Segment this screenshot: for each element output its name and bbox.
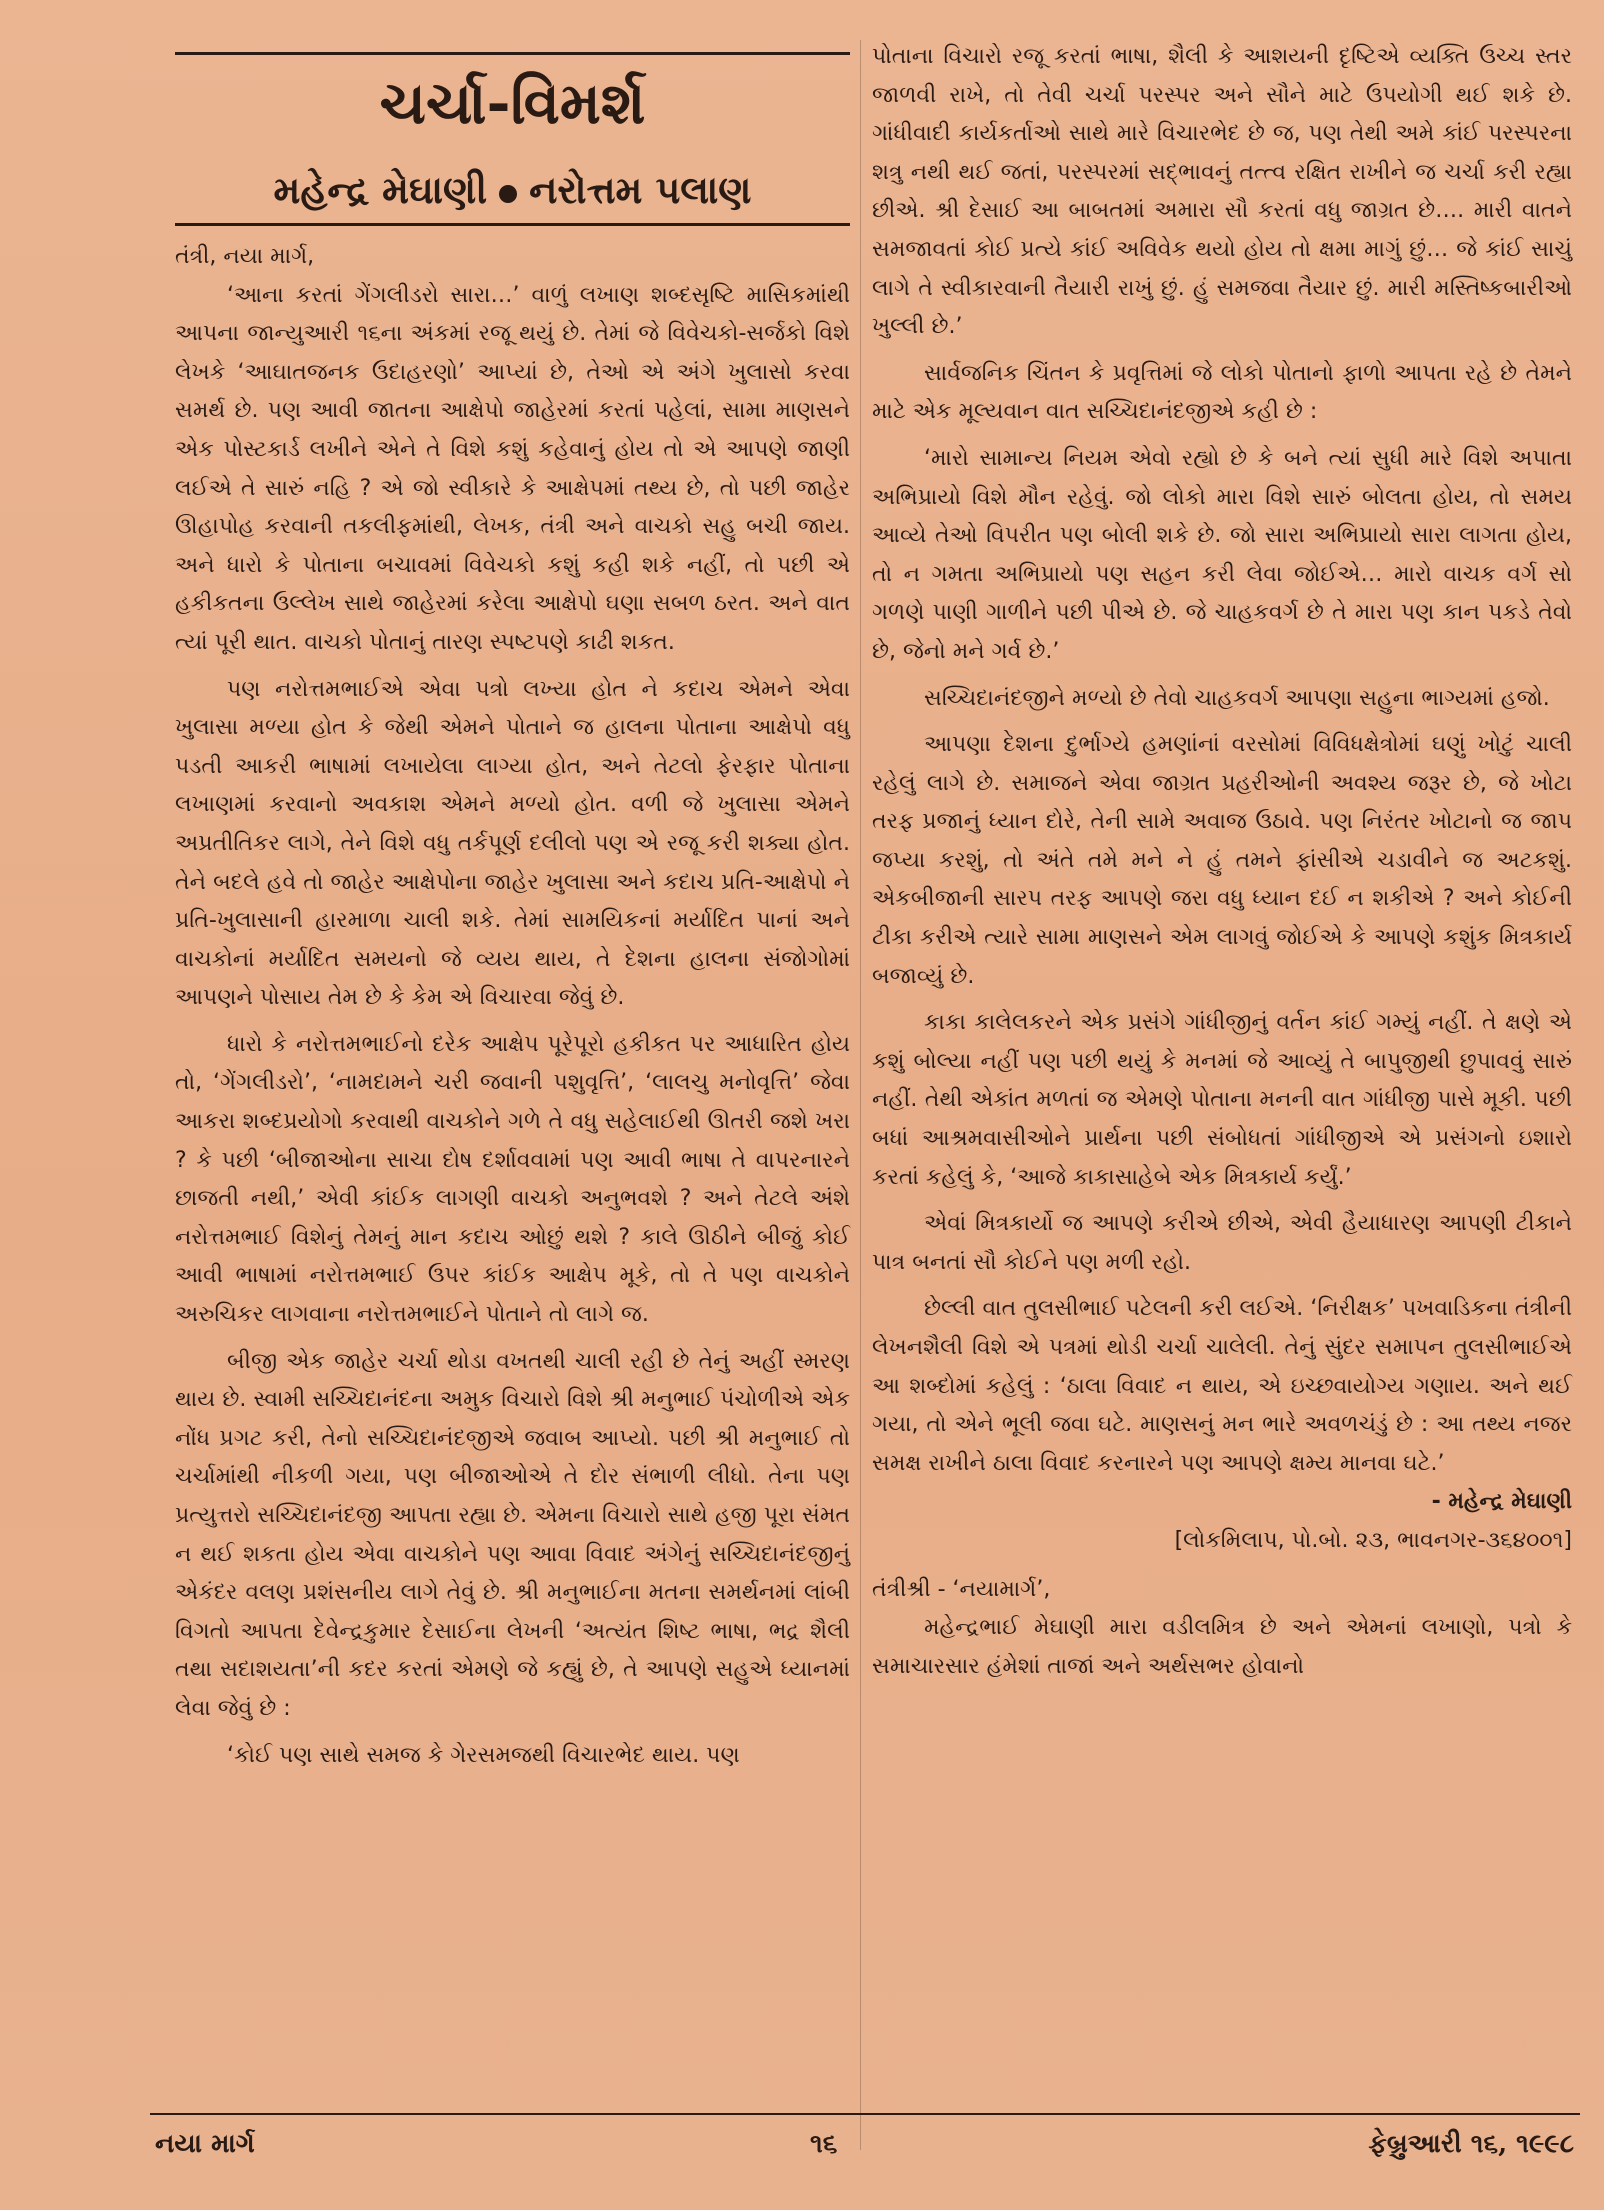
title-bottom-rule	[175, 223, 850, 226]
paragraph: બીજી એક જાહેર ચર્ચા થોડા વખતથી ચાલી રહી છે તેનું અહીં સ્મરણ થાય છે. સ્વામી સચ્ચિદાનંદના અમુક વિચારો વિશે શ્રી મનુભાઈ પંચોળીએ એક નોંધ પ્રગટ કરી, તેનો સચ્ચિદાનંદજીએ જવાબ આપ્યો. પછી શ્રી મનુભાઈ તો ચર્ચામાંથી નીકળી ગયા, પણ બીજાઓએ તે દોર સંભાળી લીધો. તેના પણ પ્રત્યુત્તરો સચ્ચિદાનંદજી આપતા રહ્યા છે. એમના વિચારો સાથે હજી પૂરા સંમત ન થઈ શકતા હોય એવા વાચકોને પણ આવા વિવાદ અંગેનું સચ્ચિદાનંદજીનું એકંદર વલણ પ્રશંસનીય લાગે તેવું છે. શ્રી મનુભાઈના મતના સમર્થનમાં લાંબી વિગતો આપતા દેવેન્દ્રકુમાર દેસાઈના લેખની ‘અત્યંત શિષ્ટ ભાષા, ભદ્ર શૈલી તથા સદાશયતા’ની કદર કરતાં એમણે જે કહ્યું છે, તે આપણે સહુએ ધ્યાનમાં લેવા જેવું છે :	[175, 1348, 850, 1721]
column-divider	[860, 40, 861, 2150]
paragraph: સચ્ચિદાનંદજીને મળ્યો છે તેવો ચાહકવર્ગ આપણા સહુના ભાગ્યમાં હજો.	[924, 685, 1550, 711]
article-title: ચર્ચા-વિમર્શ	[379, 69, 646, 137]
paragraph: આપણા દેશના દુર્ભાગ્યે હમણાંનાં વરસોમાં વિવિધક્ષેત્રોમાં ઘણું ખોટું ચાલી રહેલું લાગે છે. સમાજને એવા જાગ્રત પ્રહરીઓની અવશ્ય જરૂર છે, જે ખોટા તરફ પ્રજાનું ધ્યાન દોરે, તેની સામે અવાજ ઉઠાવે. પણ નિરંતર ખોટાનો જ જાપ જપ્યા કરશું, તો અંતે તમે મને ને હું તમને ફાંસીએ ચડાવીને જ અટકશું. એકબીજાની સારપ તરફ આપણે જરા વધુ ધ્યાન દઈ ન શકીએ ? અને કોઈની ટીકા કરીએ ત્યારે સામા માણસને એમ લાગવું જોઈએ કે આપણે કશુંક મિત્રકાર્ય બજાવ્યું છે.	[872, 732, 1572, 989]
paragraph: ‘કોઈ પણ સાથે સમજ કે ગેરસમજથી વિચારભેદ થાય. પણ	[227, 1742, 740, 1768]
paragraph: પણ નરોત્તમભાઈએ એવા પત્રો લખ્યા હોત ને કદાચ એમને એવા ખુલાસા મળ્યા હોત કે જેથી એમને પોતાને જ હાલના પોતાના આક્ષેપો વધુ પડતી આકરી ભાષામાં લખાયેલા લાગ્યા હોત, અને તેટલો ફેરફાર પોતાના લખાણમાં કરવાનો અવકાશ એમને મળ્યો હોત. વળી જે ખુલાસા એમને અપ્રતીતિકર લાગે, તેને વિશે વધુ તર્કપૂર્ણ દલીલો પણ એ રજૂ કરી શક્યા હોત. તેને બદલે હવે તો જાહેર આક્ષેપોના જાહેર ખુલાસા અને કદાચ પ્રતિ-આક્ષેપો ને પ્રતિ-ખુલાસાની હારમાળા ચાલી શકે. તેમાં સામયિકનાં મર્યાદિત પાનાં અને વાચકોનાં મર્યાદિત સમયનો જે વ્યય થાય, તે દેશના હાલના સંજોગોમાં આપણને પોસાય તેમ છે કે કેમ એ વિચારવા જેવું છે.	[175, 676, 850, 1011]
footer-date: ફેબ્રુઆરી ૧૬, ૧૯૯૮	[1368, 2129, 1574, 2159]
address: [લોકમિલાપ, પો.બો. ૨૩, ભાવનગર-૩૬૪૦૦૧]	[1174, 1527, 1572, 1553]
author-2: નરોત્તમ પલાણ	[529, 167, 752, 212]
second-letter-salutation: તંત્રીશ્રી - ‘નયામાર્ગ’,	[872, 1576, 1051, 1602]
paragraph: છેલ્લી વાત તુલસીભાઈ પટેલની કરી લઈએ. ‘નિરીક્ષક’ પખવાડિકના તંત્રીની લેખનશૈલી વિશે એ પત્રમાં થોડી ચર્ચા ચાલેલી. તેનું સુંદર સમાપન તુલસીભાઈએ આ શબ્દોમાં કહેલું : ‘ઠાલા વિવાદ ન થાય, એ ઇચ્છવાયોગ્ય ગણાય. અને થઈ ગયા, તો એને ભૂલી જવા ઘટે. માણસનું મન ભારે અવળચંડું છે : આ તથ્ય નજર સમક્ષ રાખીને ઠાલા વિવાદ કરનારને પણ આપણે ક્ષમ્ય માનવા ઘટે.’	[872, 1296, 1572, 1476]
second-letter-opening: મહેન્દ્રભાઈ મેઘાણી મારા વડીલમિત્ર છે અને એમનાં લખાણો, પત્રો કે સમાચારસાર હંમેશાં તાજાં અને અર્થસભર હોવાનો	[872, 1615, 1572, 1679]
right-column	[872, 38, 1572, 1686]
paragraph: સાર્વજનિક ચિંતન કે પ્રવૃત્તિમાં જે લોકો પોતાનો ફાળો આપતા રહે છે તેમને માટે એક મૂલ્યવાન વાત સચ્ચિદાનંદજીએ કહી છે :	[872, 360, 1572, 425]
paragraph: ધારો કે નરોત્તમભાઈનો દરેક આક્ષેપ પૂરેપૂરો હકીકત પર આધારિત હોય તો, ‘ગેંગલીડરો’, ‘નામદામને ચરી જવાની પશુવૃત્તિ’, ‘લાલચુ મનોવૃત્તિ’ જેવા આકરા શબ્દપ્રયોગો કરવાથી વાચકોને ગળે તે વધુ સહેલાઈથી ઊતરી જશે ખરા ? કે પછી ‘બીજાઓના સાચા દોષ દર્શાવવામાં પણ આવી ભાષા તે વાપરનારને છાજતી નથી,’ એવી કાંઈક લાગણી વાચકો અનુભવશે ? અને તેટલે અંશે નરોત્તમભાઈ વિશેનું તેમનું માન કદાચ ઓછું થશે ? કાલે ઊઠીને બીજું કોઈ આવી ભાષામાં નરોત્તમભાઈ ઉપર કાંઈક આક્ષેપ મૂકે, તો તે પણ વાચકોને અરુચિકર લાગવાના નરોત્તમભાઈને પોતાને તો લાગે જ.	[175, 1031, 850, 1328]
author-1: મહેન્દ્ર મેઘાણી	[273, 167, 488, 212]
footer-page-number: ૧૬	[810, 2129, 838, 2159]
signature: - મહેન્દ્ર મેઘાણી	[1431, 1489, 1572, 1515]
title-top-rule	[175, 52, 850, 55]
paragraph: કાકા કાલેલકરને એક પ્રસંગે ગાંધીજીનું વર્તન કાંઈ ગમ્યું નહીં. તે ક્ષણે એ કશું બોલ્યા નહીં પણ પછી થયું કે મનમાં જે આવ્યું તે બાપુજીથી છુપાવવું સારું નહીં. તેથી એકાંત મળતાં જ એમણે પોતાના મનની વાત ગાંધીજી પાસે મૂકી. પછી બધાં આશ્રમવાસીઓને પ્રાર્થના પછી સંબોધતાં ગાંધીજીએ એ પ્રસંગનો ઇશારો કરતાં કહેલું કે, ‘આજે કાકાસાહેબે એક મિત્રકાર્ય કર્યું.’	[872, 1010, 1572, 1190]
footer-rule	[150, 2113, 1580, 2115]
bullet-icon	[499, 185, 517, 203]
byline	[175, 163, 850, 217]
paragraph: ‘આના કરતાં ગેંગલીડરો સારા…’ વાળું લખાણ શબ્દસૃષ્ટિ માસિકમાંથી આપના જાન્યુઆરી ૧૬ના અંકમાં રજૂ થયું છે. તેમાં જે વિવેચકો-સર્જકો વિશે લેખકે ‘આઘાતજનક ઉદાહરણો’ આપ્યાં છે, તેઓ એ અંગે ખુલાસો કરવા સમર્થ છે. પણ આવી જાતના આક્ષેપો જાહેરમાં કરતાં પહેલાં, સામા માણસને એક પોસ્ટકાર્ડ લખીને એને તે વિશે કશું કહેવાનું હોય તો એ આપણે જાણી લઈએ તે સારું નહિ ? એ જો સ્વીકારે કે આક્ષેપમાં તથ્ય છે, તો પછી જાહેર ઊહાપોહ કરવાની તકલીફમાંથી, લેખક, તંત્રી અને વાચકો સહુ બચી જાય. અને ધારો કે પોતાના બચાવમાં વિવેચકો કશું કહી શકે નહીં, તો પછી એ હકીકતના ઉલ્લેખ સાથે જાહેરમાં કરેલા આક્ષેપો ઘણા સબળ ઠરત. અને વાત ત્યાં પૂરી થાત. વાચકો પોતાનું તારણ સ્પષ્ટપણે કાઢી શકત.	[175, 282, 850, 655]
letter-salutation: તંત્રી, નયા માર્ગ,	[175, 244, 315, 269]
paragraph: એવાં મિત્રકાર્યો જ આપણે કરીએ છીએ, એવી હૈયાધારણ આપણી ટીકાને પાત્ર બનતાં સૌ કોઈને પણ મળી રહો.	[872, 1211, 1572, 1275]
paragraph: પોતાના વિચારો રજૂ કરતાં ભાષા, શૈલી કે આશયની દૃષ્ટિએ વ્યક્તિ ઉચ્ચ સ્તર જાળવી રાખે, તો તેવી ચર્ચા પરસ્પર અને સૌને માટે ઉપયોગી થઈ શકે છે. ગાંધીવાદી કાર્યકર્તાઓ સાથે મારે વિચારભેદ છે જ, પણ તેથી અમે કાંઈ પરસ્પરના શત્રુ નથી થઈ જતાં, પરસ્પરમાં સદ્‌ભાવનું તત્ત્વ રક્ષિત રાખીને જ ચર્ચા કરી રહ્યા છીએ. શ્રી દેસાઈ આ બાબતમાં અમારા સૌ કરતાં વધુ જાગ્રત છે…. મારી વાતને સમજાવતાં કોઈ પ્રત્યે કાંઈ અવિવેક થયો હોય તો ક્ષમા માગું છું… જે કાંઈ સાચું લાગે તે સ્વીકારવાની તૈયારી રાખું છું. હું સમજવા તૈયાર છું. મારી મસ્તિષ્કબારીઓ ખુલ્લી છે.’	[872, 44, 1572, 340]
footer-publication: નયા માર્ગ	[155, 2129, 255, 2159]
left-column	[175, 40, 850, 1775]
paragraph: ‘મારો સામાન્ય નિયમ એવો રહ્યો છે કે બને ત્યાં સુધી મારે વિશે અપાતા અભિપ્રાયો વિશે મૌન રહેવું. જો લોકો મારા વિશે સારું બોલતા હોય, તો સમય આવ્યે તેઓ વિપરીત પણ બોલી શકે છે. જો સારા અભિપ્રાયો સારા લાગતા હોય, તો ન ગમતા અભિપ્રાયો પણ સહન કરી લેવા જોઈએ… મારો વાચક વર્ગ સો ગળણે પાણી ગાળીને પછી પીએ છે. જે ચાહકવર્ગ છે તે મારા પણ કાન પકડે તેવો છે, જેનો મને ગર્વ છે.’	[872, 445, 1572, 664]
